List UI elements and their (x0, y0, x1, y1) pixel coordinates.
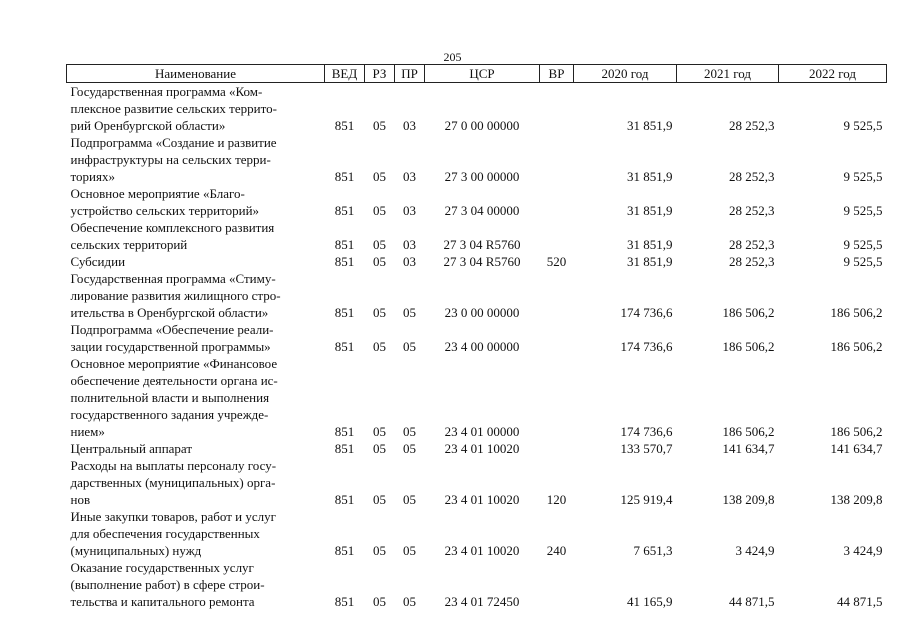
cell-vr (540, 134, 574, 185)
cell-rz: 05 (373, 492, 386, 507)
cell-vr (540, 83, 574, 135)
page-number: 205 (443, 50, 462, 64)
cell-y2020: 31 851,9 (627, 254, 673, 269)
row-name (67, 185, 325, 219)
row-name-line: (выполнение работ) в сфере строи- (70, 577, 265, 592)
cell-y2021: 141 634,7 (722, 441, 775, 456)
cell-csr: 27 0 00 00000 (444, 118, 520, 133)
cell-rz: 05 (373, 254, 386, 269)
cell-vr (540, 270, 574, 321)
cell-y2020: 174 736,6 (620, 305, 673, 320)
row-name (67, 253, 325, 270)
row-name-line: зации государственной программы» (70, 339, 271, 354)
cell-pr: 05 (403, 339, 416, 354)
cell-csr: 23 4 01 10020 (444, 543, 520, 558)
cell-vr (540, 185, 574, 219)
cell-rz: 05 (373, 543, 386, 558)
header-name: Наименование (67, 65, 325, 83)
cell-ved: 851 (334, 492, 355, 507)
row-name-line: полнительной власти и выполнения (70, 390, 270, 405)
cell-csr: 23 0 00 00000 (444, 305, 520, 320)
header-rz: РЗ (365, 65, 395, 83)
row-name-line: нием» (70, 424, 105, 439)
cell-ved: 851 (334, 169, 355, 184)
row-name-line: государственного задания учрежде- (70, 407, 269, 422)
cell-csr: 23 4 01 10020 (444, 492, 520, 507)
table-header-row (67, 65, 887, 83)
row-name-line: рий Оренбургской области» (70, 118, 226, 133)
row-name-line: плексное развитие сельских террито- (70, 101, 277, 116)
cell-y2020: 41 165,9 (627, 594, 673, 609)
cell-y2022: 186 506,2 (830, 305, 883, 320)
row-name-line: дарственных (муниципальных) орга- (70, 475, 276, 490)
cell-ved: 851 (334, 339, 355, 354)
cell-rz: 05 (373, 339, 386, 354)
cell-pr: 05 (403, 594, 416, 609)
cell-vr (540, 559, 574, 610)
table-row (67, 508, 887, 559)
row-name (67, 219, 325, 253)
cell-y2020: 31 851,9 (627, 203, 673, 218)
cell-rz: 05 (373, 305, 386, 320)
row-name-line: сельских территорий (70, 237, 188, 252)
cell-ved: 851 (334, 441, 355, 456)
row-name-line: Государственная программа «Ком- (70, 84, 263, 99)
cell-y2020: 31 851,9 (627, 237, 673, 252)
budget-table (66, 64, 887, 610)
table-row (67, 253, 887, 270)
cell-csr: 27 3 04 R5760 (443, 254, 521, 269)
row-name-line: Подпрограмма «Обеспечение реали- (70, 322, 274, 337)
row-name-line: Государственная программа «Стиму- (70, 271, 276, 286)
cell-ved: 851 (334, 305, 355, 320)
cell-pr: 03 (403, 254, 416, 269)
cell-vr (540, 440, 574, 457)
cell-y2021: 28 252,3 (729, 169, 775, 184)
row-name (67, 321, 325, 355)
row-name-line: ториях» (70, 169, 115, 184)
cell-ved: 851 (334, 424, 355, 439)
cell-y2022: 44 871,5 (837, 594, 883, 609)
cell-y2020: 31 851,9 (627, 118, 673, 133)
row-name (67, 440, 325, 457)
cell-ved: 851 (334, 203, 355, 218)
header-2021: 2021 год (677, 65, 779, 83)
cell-y2022: 9 525,5 (843, 237, 883, 252)
table-row (67, 83, 887, 135)
row-name-line: лирование развития жилищного стро- (70, 288, 281, 303)
cell-csr: 27 3 04 R5760 (443, 237, 521, 252)
header-2020: 2020 год (574, 65, 677, 83)
cell-vr: 520 (546, 254, 567, 269)
row-name-line: Подпрограмма «Создание и развитие (70, 135, 277, 150)
cell-y2021: 28 252,3 (729, 237, 775, 252)
row-name-line: обеспечение деятельности органа ис- (70, 373, 278, 388)
cell-y2021: 138 209,8 (722, 492, 775, 507)
cell-rz: 05 (373, 118, 386, 133)
cell-csr: 23 4 01 00000 (444, 424, 520, 439)
table-row (67, 559, 887, 610)
cell-y2022: 9 525,5 (843, 254, 883, 269)
cell-y2020: 174 736,6 (620, 339, 673, 354)
cell-y2020: 133 570,7 (620, 441, 673, 456)
row-name-line: ительства в Оренбургской области» (70, 305, 269, 320)
row-name-line: инфраструктуры на сельских терри- (70, 152, 271, 167)
cell-vr: 240 (546, 543, 567, 558)
cell-rz: 05 (373, 237, 386, 252)
cell-pr: 03 (403, 203, 416, 218)
cell-pr: 03 (403, 237, 416, 252)
table-row (67, 457, 887, 508)
cell-pr: 05 (403, 543, 416, 558)
cell-y2021: 186 506,2 (722, 339, 775, 354)
cell-y2021: 28 252,3 (729, 254, 775, 269)
cell-y2021: 28 252,3 (729, 203, 775, 218)
row-name (67, 508, 325, 559)
row-name-line: Иные закупки товаров, работ и услуг (70, 509, 276, 524)
table-row (67, 321, 887, 355)
cell-rz: 05 (373, 424, 386, 439)
cell-y2021: 28 252,3 (729, 118, 775, 133)
row-name-line: Расходы на выплаты персоналу госу- (70, 458, 277, 473)
cell-csr: 27 3 04 00000 (444, 203, 520, 218)
cell-y2021: 186 506,2 (722, 424, 775, 439)
table-row (67, 219, 887, 253)
cell-pr: 05 (403, 492, 416, 507)
cell-y2021: 3 424,9 (735, 543, 775, 558)
cell-ved: 851 (334, 594, 355, 609)
cell-pr: 05 (403, 424, 416, 439)
cell-y2021: 186 506,2 (722, 305, 775, 320)
cell-y2020: 7 651,3 (633, 543, 673, 558)
cell-y2022: 9 525,5 (843, 118, 883, 133)
table-body (67, 83, 887, 611)
row-name (67, 270, 325, 321)
cell-pr: 05 (403, 305, 416, 320)
table-row (67, 185, 887, 219)
cell-y2022: 141 634,7 (830, 441, 883, 456)
cell-rz: 05 (373, 203, 386, 218)
row-name-line: (муниципальных) нужд (70, 543, 202, 558)
cell-rz: 05 (373, 169, 386, 184)
cell-rz: 05 (373, 594, 386, 609)
cell-y2020: 125 919,4 (620, 492, 673, 507)
cell-y2020: 31 851,9 (627, 169, 673, 184)
table-row (67, 134, 887, 185)
table-row (67, 440, 887, 457)
cell-ved: 851 (334, 254, 355, 269)
cell-y2021: 44 871,5 (729, 594, 775, 609)
row-name (67, 457, 325, 508)
cell-y2020: 174 736,6 (620, 424, 673, 439)
row-name-line: Основное мероприятие «Финансовое (70, 356, 278, 371)
row-name-line: тельства и капитального ремонта (70, 594, 255, 609)
cell-vr: 120 (546, 492, 567, 507)
table-row (67, 355, 887, 440)
cell-y2022: 186 506,2 (830, 339, 883, 354)
cell-y2022: 138 209,8 (830, 492, 883, 507)
cell-ved: 851 (334, 118, 355, 133)
row-name (67, 355, 325, 440)
cell-vr (540, 321, 574, 355)
header-pr: ПР (395, 65, 425, 83)
header-csr: ЦСР (425, 65, 540, 83)
cell-vr (540, 355, 574, 440)
row-name (67, 559, 325, 610)
cell-y2022: 9 525,5 (843, 169, 883, 184)
row-name-line: устройство сельских территорий» (70, 203, 260, 218)
row-name-line: нов (70, 492, 91, 507)
header-ved: ВЕД (325, 65, 365, 83)
row-name-line: Оказание государственных услуг (70, 560, 254, 575)
cell-ved: 851 (334, 237, 355, 252)
cell-rz: 05 (373, 441, 386, 456)
row-name-line: для обеспечения государственных (70, 526, 260, 541)
header-2022: 2022 год (779, 65, 887, 83)
row-name-line: Центральный аппарат (70, 441, 193, 456)
cell-ved: 851 (334, 543, 355, 558)
row-name-line: Субсидии (70, 254, 126, 269)
cell-csr: 23 4 00 00000 (444, 339, 520, 354)
cell-pr: 03 (403, 118, 416, 133)
cell-csr: 23 4 01 72450 (444, 594, 520, 609)
row-name (67, 83, 325, 135)
row-name-line: Обеспечение комплексного развития (70, 220, 275, 235)
table-row (67, 270, 887, 321)
cell-y2022: 3 424,9 (843, 543, 883, 558)
cell-pr: 05 (403, 441, 416, 456)
cell-csr: 23 4 01 10020 (444, 441, 520, 456)
header-vr: ВР (540, 65, 574, 83)
cell-vr (540, 219, 574, 253)
row-name-line: Основное мероприятие «Благо- (70, 186, 245, 201)
cell-y2022: 186 506,2 (830, 424, 883, 439)
cell-y2022: 9 525,5 (843, 203, 883, 218)
row-name (67, 134, 325, 185)
cell-pr: 03 (403, 169, 416, 184)
cell-csr: 27 3 00 00000 (444, 169, 520, 184)
